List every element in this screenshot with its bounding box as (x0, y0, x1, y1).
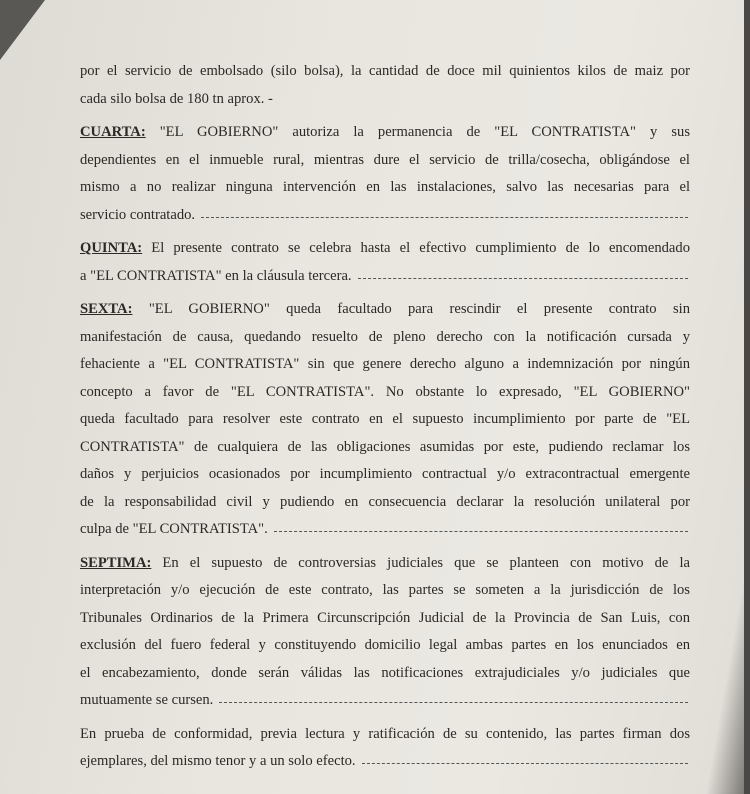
line-text: de la responsabilidad civil y pudiendo en consecuencia declarar la resolución unilateral por (80, 493, 690, 510)
text-line (80, 174, 690, 202)
line-text: En prueba de conformidad, previa lectura y ratificación de su contenido, las partes firman dos (80, 725, 690, 742)
clause-septima (80, 550, 690, 715)
line-text: mutuamente se cursen. (80, 692, 214, 708)
line-text: mismo a no realizar ninguna intervención en las instalaciones, salvo las necesarias para el (80, 179, 690, 195)
line-text: ejemplares, del mismo tenor y a un solo efecto. (80, 753, 356, 769)
line-text: daños y perjuicios ocasionados por incumplimiento contractual y/o extracontractual emergente (80, 466, 690, 482)
dashed-filler-line (201, 202, 688, 218)
text-line (80, 58, 690, 86)
text-line (80, 296, 690, 324)
line-text: fehaciente a "EL CONTRATISTA" sin que genere derecho alguno a indemnización por ningún (80, 356, 690, 372)
text-line (80, 489, 690, 517)
text-line (80, 605, 690, 633)
line-text: "EL GOBIERNO" autoriza la permanencia de "EL CONTRATISTA" y sus (145, 124, 690, 140)
text-line (80, 516, 690, 544)
line-text: el encabezamiento, donde serán válidas las notificaciones extrajudiciales y/o judiciales que (80, 664, 690, 681)
line-text: queda facultado para resolver este contrato en el supuesto incumplimiento por parte de "EL (80, 411, 690, 427)
text-line (80, 202, 690, 230)
line-text: En el supuesto de controversias judiciales que se planteen con motivo de la (151, 554, 690, 571)
text-line (80, 550, 690, 578)
line-text: Tribunales Ordinarios de la Primera Circunscripción Judicial de la Provincia de San Luis, con (80, 609, 690, 626)
text-line (80, 406, 690, 434)
line-text: cada silo bolsa de 180 tn aprox. - (80, 90, 273, 107)
dashed-filler-line (362, 748, 688, 764)
page-corner-shadow (0, 0, 45, 60)
text-line (80, 263, 690, 291)
text-line (80, 147, 690, 175)
line-text: manifestación de causa, quedando resuelto de pleno derecho con la notificación cursada y (80, 328, 690, 345)
clause-sexta (80, 296, 690, 544)
line-text: concepto a favor de "EL CONTRATISTA". No obstante lo expresado, "EL GOBIERNO" (80, 383, 690, 400)
text-line (80, 687, 690, 715)
text-line (80, 324, 690, 352)
clause-cuarta (80, 119, 690, 229)
text-line (80, 351, 690, 379)
clause-heading: CUARTA: (80, 124, 146, 140)
text-line (80, 86, 690, 114)
text-line (80, 748, 690, 776)
line-text: CONTRATISTA" de cualquiera de las obligaciones asumidas por este, pudiendo reclamar los (80, 438, 690, 455)
dashed-filler-line (274, 516, 688, 532)
dashed-filler-line (358, 263, 688, 279)
text-line (80, 577, 690, 605)
closing-paragraph (80, 721, 690, 776)
text-line (80, 119, 690, 147)
text-line (80, 461, 690, 489)
dashed-filler-line (219, 687, 688, 703)
line-text: interpretación y/o ejecución de este contrato, las partes se someten a la jurisdicción de los (80, 582, 690, 598)
text-line (80, 235, 690, 263)
line-text: "EL GOBIERNO" queda facultado para rescindir el presente contrato sin (132, 301, 690, 317)
contract-document (80, 58, 690, 782)
text-line (80, 434, 690, 462)
text-line (80, 632, 690, 660)
text-line (80, 379, 690, 407)
clause-quinta (80, 235, 690, 290)
page-edge-shadow (744, 0, 750, 794)
line-text: a "EL CONTRATISTA" en la cláusula tercera. (80, 267, 352, 284)
text-line (80, 660, 690, 688)
clause-heading: SEPTIMA: (80, 554, 152, 571)
clause-heading: QUINTA: (80, 240, 143, 256)
line-text: El presente contrato se celebra hasta el efectivo cumplimiento de lo encomendado (142, 240, 690, 256)
clause-heading: SEXTA: (80, 301, 133, 317)
line-text: culpa de "EL CONTRATISTA". (80, 521, 268, 537)
line-text: dependientes en el inmueble rural, mientras dure el servicio de trilla/cosecha, obligándose el (80, 151, 690, 168)
line-text: servicio contratado. (80, 206, 196, 223)
line-text: por el servicio de embolsado (silo bolsa), la cantidad de doce mil quinientos kilos de maiz por (80, 63, 690, 79)
text-line (80, 721, 690, 749)
clause-continuation (80, 58, 690, 113)
line-text: exclusión del fuero federal y constituyendo domicilio legal ambas partes en los enunciados en (80, 637, 690, 653)
